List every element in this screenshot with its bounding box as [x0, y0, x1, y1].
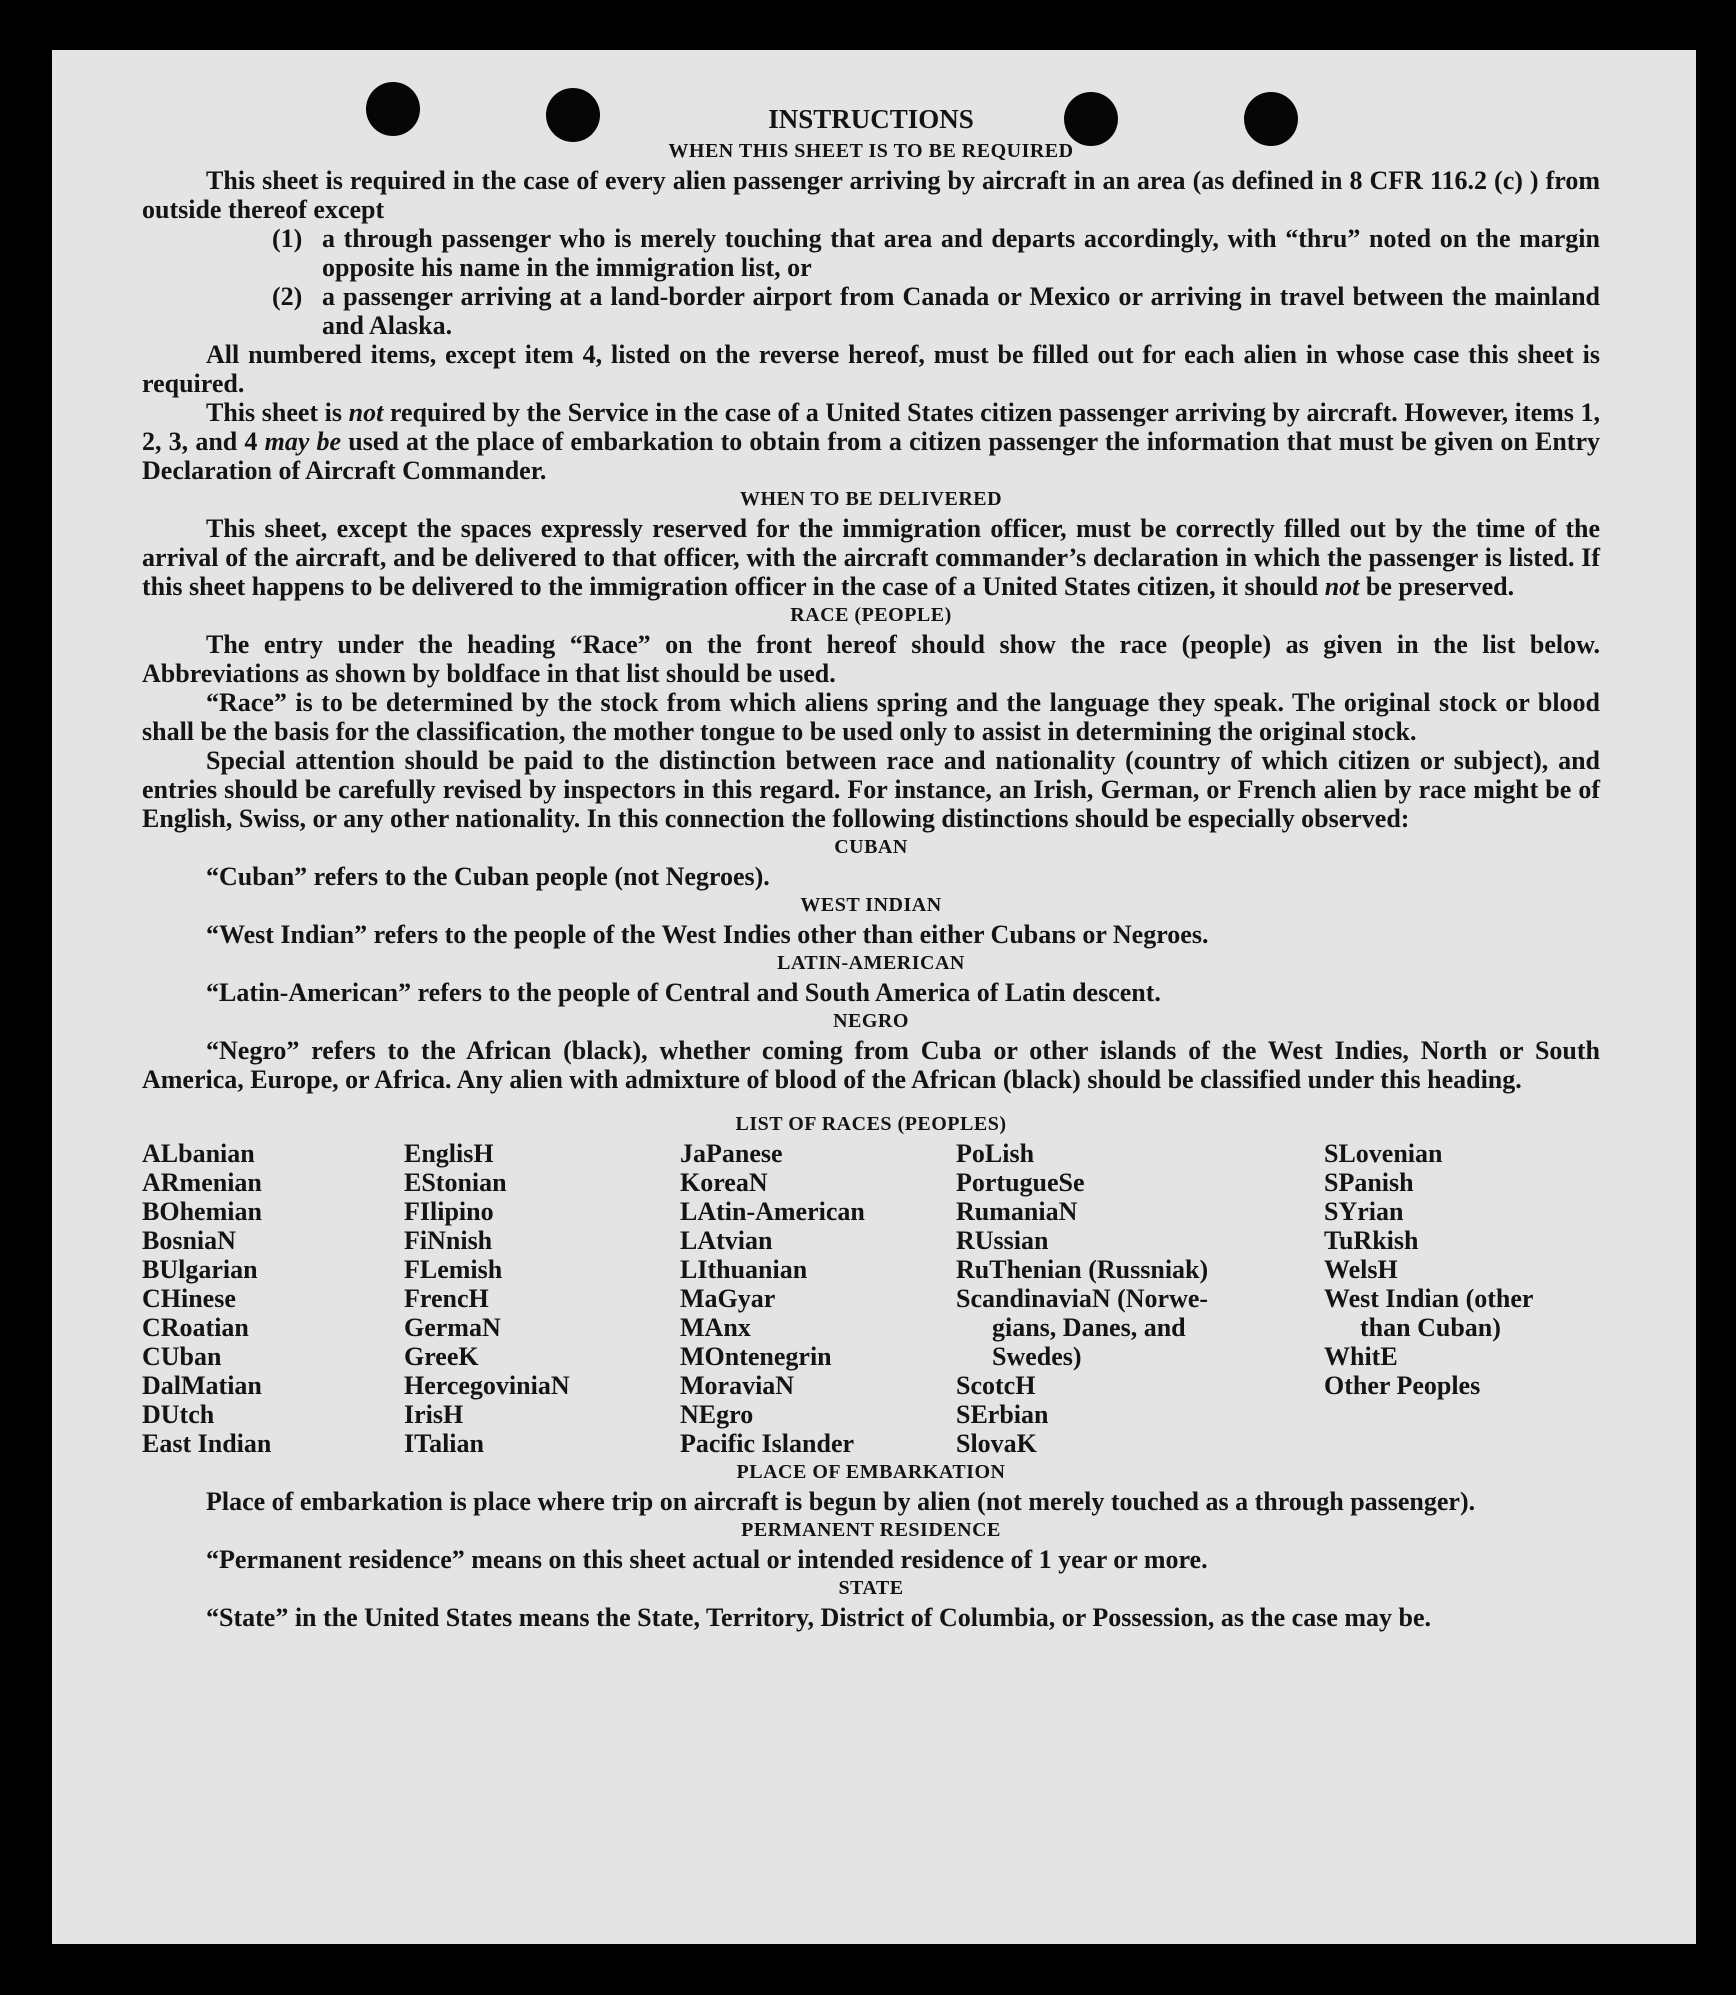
- race-entry: MoraviaN: [680, 1371, 795, 1400]
- text-run: be preserved.: [1359, 572, 1515, 601]
- paragraph: [142, 398, 1600, 485]
- race-entry: DalMatian: [142, 1371, 262, 1400]
- race-entry: FiNnish: [404, 1226, 493, 1255]
- race-entry: MOntenegrin: [680, 1342, 832, 1371]
- section-heading: LATIN-AMERICAN: [777, 952, 965, 974]
- race-entry: KoreaN: [680, 1168, 768, 1197]
- paragraph: [142, 514, 1600, 601]
- race-entry: ITalian: [404, 1429, 484, 1458]
- race-entry: ARmenian: [142, 1168, 262, 1197]
- paragraph: Special attention should be paid to the distinction between race and nationality (country of which citizen or subject), and entries should be carefully revised by inspectors in this regard. For instance, an Irish, German, or French alien by race might be of English, Swiss, or any other nationality. In this connection the following distinctions should be especially observed:: [142, 746, 1600, 833]
- text-run: required by the Service in the case of a United States citizen passenger arriving by aircraft. However, items 1, 2, 3, and 4: [142, 398, 1600, 456]
- section-heading: PLACE OF EMBARKATION: [736, 1461, 1006, 1483]
- race-column: [142, 1139, 404, 1458]
- race-entry: GreeK: [404, 1342, 479, 1371]
- italic-text: not: [1324, 572, 1360, 601]
- race-entry: Pacific Islander: [680, 1429, 855, 1458]
- race-entry: IrisH: [404, 1400, 464, 1429]
- instructions-content: [142, 102, 1600, 1632]
- race-entry: CHinese: [142, 1284, 236, 1313]
- race-entry: FIlipino: [404, 1197, 494, 1226]
- italic-text: may be: [264, 427, 342, 456]
- race-entry: LAtvian: [680, 1226, 773, 1255]
- section-heading: NEGRO: [833, 1010, 909, 1032]
- race-entry: HercegoviniaN: [404, 1371, 570, 1400]
- race-entry: CRoatian: [142, 1313, 249, 1342]
- item-text: a through passenger who is merely touching that area and departs accordingly, with “thru” noted on the margin opposite his name in the immigration list, or: [322, 224, 1600, 282]
- text-run: This sheet is: [206, 398, 349, 427]
- page-title: INSTRUCTIONS: [768, 104, 974, 134]
- race-entry: SLovenian: [1324, 1139, 1443, 1168]
- race-column: [1324, 1139, 1600, 1458]
- race-entry: JaPanese: [680, 1139, 783, 1168]
- race-entry: Other Peoples: [1324, 1371, 1481, 1400]
- section-heading: WHEN TO BE DELIVERED: [739, 488, 1003, 510]
- italic-text: not: [348, 398, 384, 427]
- race-entry: RumaniaN: [956, 1197, 1078, 1226]
- item-number: (2): [272, 282, 303, 311]
- race-list: [142, 1139, 1600, 1458]
- paragraph: “Race” is to be determined by the stock from which aliens spring and the language they speak. The original stock or blood shall be the basis for the classification, the mother tongue to be used only to assist in determining the original stock.: [142, 688, 1600, 746]
- item-text: a passenger arriving at a land-border airport from Canada or Mexico or arriving in travel between the mainland and Alaska.: [322, 282, 1600, 340]
- paragraph: “West Indian” refers to the people of the West Indies other than either Cubans or Negroes.: [206, 920, 1209, 949]
- paragraph: All numbered items, except item 4, listed on the reverse hereof, must be filled out for each alien in whose case this sheet is required.: [142, 340, 1600, 398]
- section-heading: RACE (PEOPLE): [790, 604, 952, 626]
- race-entry: DUtch: [142, 1400, 215, 1429]
- paragraph: Place of embarkation is place where trip on aircraft is begun by alien (not merely touched as a through passenger).: [206, 1487, 1476, 1516]
- race-entry: PortugueSe: [956, 1168, 1085, 1197]
- race-entry: NEgro: [680, 1400, 754, 1429]
- paragraph: “Negro” refers to the African (black), whether coming from Cuba or other islands of the West Indies, North or South America, Europe, or Africa. Any alien with admixture of blood of the African (black) should be classified under this heading.: [142, 1036, 1600, 1094]
- text-run: This sheet, except the spaces expressly reserved for the immigration officer, must be correctly filled out by the time of the arrival of the aircraft, and be delivered to that officer, with the aircraft commander’s declaration in which the passenger is listed. If this sheet happens to be delivered to the immigration officer in the case of a United States citizen, it should: [142, 514, 1600, 601]
- paragraph: “State” in the United States means the State, Territory, District of Columbia, or Possession, as the case may be.: [206, 1603, 1432, 1632]
- numbered-item: [142, 224, 1600, 282]
- race-entry: MAnx: [680, 1313, 751, 1342]
- race-entry: EnglisH: [404, 1139, 494, 1168]
- race-entry: ScandinaviaN (Norwe-: [956, 1284, 1209, 1313]
- race-entry: BOhemian: [142, 1197, 262, 1226]
- race-entry: ScotcH: [956, 1371, 1036, 1400]
- race-entry: SYrian: [1324, 1197, 1404, 1226]
- race-column: [956, 1139, 1324, 1458]
- section-heading: STATE: [838, 1577, 904, 1599]
- paragraph: “Latin-American” refers to the people of Central and South America of Latin descent.: [206, 978, 1161, 1007]
- numbered-item: [142, 282, 1600, 340]
- race-column: [680, 1139, 956, 1458]
- race-entry: gians, Danes, and: [992, 1313, 1186, 1342]
- race-entry: East Indian: [142, 1429, 272, 1458]
- text-run: used at the place of embarkation to obtain from a citizen passenger the information that must be given on Entry Declaration of Aircraft Commander.: [142, 427, 1600, 485]
- section-heading: LIST OF RACES (PEOPLES): [735, 1113, 1007, 1135]
- section-heading: WEST INDIAN: [800, 894, 942, 916]
- race-entry: WelsH: [1324, 1255, 1398, 1284]
- section-heading: CUBAN: [834, 836, 908, 858]
- race-entry: TuRkish: [1324, 1226, 1419, 1255]
- race-entry: FLemish: [404, 1255, 503, 1284]
- race-entry: Swedes): [992, 1342, 1082, 1371]
- race-entry: EStonian: [404, 1168, 507, 1197]
- race-entry: RUssian: [956, 1226, 1049, 1255]
- race-entry: MaGyar: [680, 1284, 776, 1313]
- item-number: (1): [272, 224, 303, 253]
- race-entry: FrencH: [404, 1284, 489, 1313]
- race-entry: West Indian (other: [1324, 1284, 1534, 1313]
- race-entry: RuThenian (Russniak): [956, 1255, 1209, 1284]
- document-sheet: [52, 50, 1696, 1944]
- race-entry: CUban: [142, 1342, 222, 1371]
- race-column: [404, 1139, 680, 1458]
- race-entry: than Cuban): [1360, 1313, 1501, 1342]
- section-heading: PERMANENT RESIDENCE: [741, 1519, 1001, 1541]
- race-entry: ALbanian: [142, 1139, 255, 1168]
- section-heading: WHEN THIS SHEET IS TO BE REQUIRED: [668, 140, 1074, 162]
- race-entry: PoLish: [956, 1139, 1035, 1168]
- paragraph: “Cuban” refers to the Cuban people (not Negroes).: [206, 862, 770, 891]
- race-entry: WhitE: [1324, 1342, 1398, 1371]
- paragraph: This sheet is required in the case of every alien passenger arriving by aircraft in an area (as defined in 8 CFR 116.2 (c) ) from outside thereof except: [142, 166, 1600, 224]
- race-entry: BUlgarian: [142, 1255, 258, 1284]
- race-entry: GermaN: [404, 1313, 501, 1342]
- race-entry: BosniaN: [142, 1226, 236, 1255]
- paragraph: The entry under the heading “Race” on the front hereof should show the race (people) as given in the list below. Abbreviations as shown by boldface in that list should be used.: [142, 630, 1600, 688]
- race-entry: LIthuanian: [680, 1255, 808, 1284]
- race-entry: SErbian: [956, 1400, 1049, 1429]
- paragraph: “Permanent residence” means on this sheet actual or intended residence of 1 year or more.: [206, 1545, 1208, 1574]
- race-entry: LAtin-American: [680, 1197, 865, 1226]
- race-entry: SlovaK: [956, 1429, 1037, 1458]
- race-entry: SPanish: [1324, 1168, 1414, 1197]
